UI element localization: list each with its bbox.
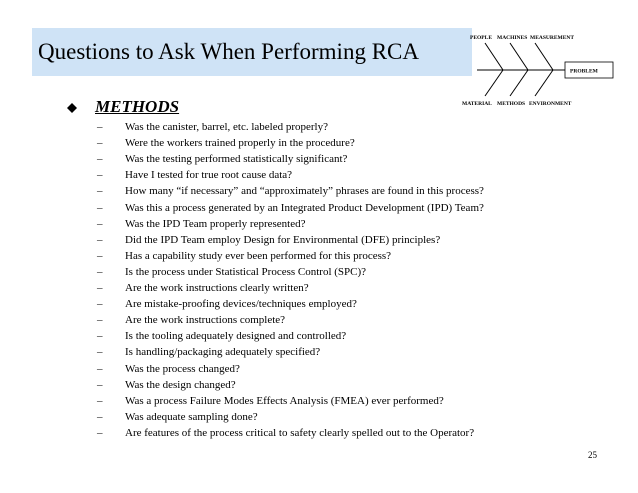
dash-bullet: –	[97, 410, 103, 423]
page-number: 25	[588, 450, 597, 460]
fishbone-bone-environment	[535, 70, 553, 96]
diamond-bullet-icon	[67, 103, 77, 113]
dash-bullet: –	[97, 217, 103, 230]
fishbone-label-people: PEOPLE	[470, 35, 493, 41]
fishbone-label-problem: PROBLEM	[570, 68, 598, 75]
fishbone-label-machines: MACHINES	[497, 35, 528, 41]
fishbone-label-measurement: MEASUREMENT	[530, 35, 575, 41]
fishbone-label-material: MATERIAL	[462, 101, 492, 107]
dash-bullet: –	[97, 314, 103, 327]
question-text: Was the process changed?	[125, 362, 240, 375]
question-text: Are features of the process critical to safety clearly spelled out to the Operator?	[125, 426, 475, 439]
question-text: Was this a process generated by an Integrated Product Development (IPD) Team?	[125, 201, 484, 214]
fishbone-bone-measurement	[535, 43, 553, 70]
question-text: Are the work instructions clearly written?	[125, 282, 309, 294]
question-text: Is the process under Statistical Process Control (SPC)?	[125, 265, 367, 278]
question-text: Was adequate sampling done?	[125, 410, 258, 423]
dash-bullet: –	[97, 185, 103, 198]
question-text: Did the IPD Team employ Design for Environmental (DFE) principles?	[125, 233, 441, 246]
question-text: Has a capability study ever been performed for this process?	[125, 249, 392, 262]
question-text: Was a process Failure Modes Effects Analysis (FMEA) ever performed?	[125, 394, 444, 407]
question-text: Was the testing performed statistically significant?	[125, 153, 348, 166]
dash-bullet: –	[97, 153, 103, 166]
question-text: Have I tested for true root cause data?	[125, 169, 293, 182]
dash-bullet: –	[97, 265, 103, 278]
dash-bullet: –	[97, 233, 103, 246]
dash-bullet: –	[97, 201, 103, 214]
fishbone-bone-methods	[510, 70, 528, 96]
fishbone-bone-material	[485, 70, 503, 96]
dash-bullet: –	[97, 282, 103, 294]
question-text: Was the design changed?	[125, 378, 236, 391]
section-heading: METHODS	[95, 97, 180, 116]
fishbone-diagram	[455, 28, 615, 112]
question-text: Was the canister, barrel, etc. labeled properly?	[125, 121, 328, 133]
dash-bullet: –	[97, 378, 103, 391]
question-text: Are mistake-proofing devices/techniques employed?	[125, 298, 357, 311]
dash-bullet: –	[97, 426, 103, 439]
fishbone-label-methods: METHODS	[497, 101, 526, 107]
question-text: Were the workers trained properly in the procedure?	[125, 137, 355, 150]
dash-bullet: –	[97, 121, 103, 133]
slide-title: Questions to Ask When Performing RCA	[38, 39, 419, 64]
question-text: Was the IPD Team properly represented?	[125, 217, 306, 230]
question-text: Is the tooling adequately designed and controlled?	[125, 330, 347, 343]
dash-bullet: –	[97, 394, 103, 407]
dash-bullet: –	[97, 330, 103, 343]
dash-bullet: –	[97, 346, 103, 359]
fishbone-bone-machines	[510, 43, 528, 70]
question-text: How many “if necessary” and “approximately” phrases are found in this process?	[125, 185, 484, 198]
question-text: Are the work instructions complete?	[125, 314, 286, 327]
dash-bullet: –	[97, 137, 103, 150]
dash-bullet: –	[97, 249, 103, 262]
dash-bullet: –	[97, 362, 103, 375]
fishbone-bone-people	[485, 43, 503, 70]
fishbone-label-environment: ENVIRONMENT	[529, 101, 572, 107]
dash-bullet: –	[97, 298, 103, 311]
dash-bullet: –	[97, 169, 103, 182]
question-text: Is handling/packaging adequately specified?	[125, 346, 321, 359]
